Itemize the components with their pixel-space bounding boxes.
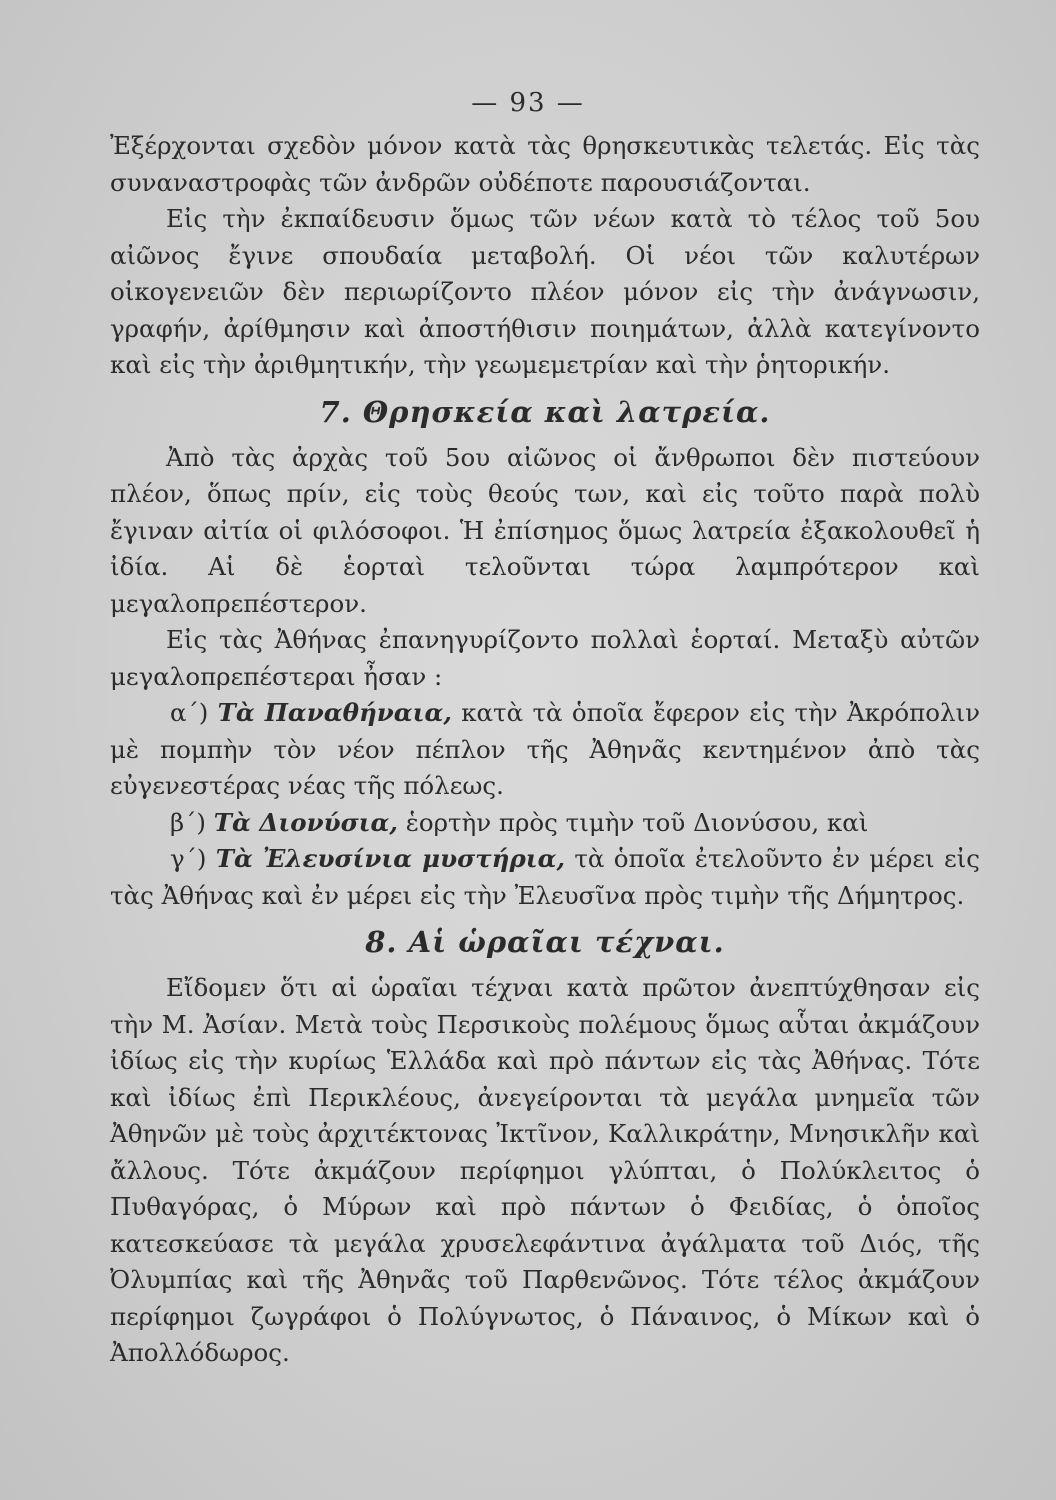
list-marker: β΄) bbox=[170, 807, 206, 837]
festival-description: ἑορτὴν πρὸς τιμὴν τοῦ Διονύσου, καὶ bbox=[405, 807, 869, 837]
list-marker: α΄) bbox=[170, 698, 209, 727]
section-heading-fine-arts: 8. Αἱ ὡραῖαι τέχναι. bbox=[365, 925, 725, 959]
paragraph-education: Εἰς τὴν ἐκπαίδευσιν ὅμως τῶν νέων κατὰ τὸ τέλος τοῦ 5ου αἰῶνος ἔγινε σπουδαία μεταβολή. Οἱ νέοι τῶν καλυτέρων οἰκογενειῶν δὲν περιωρίζοντο πλέον μόνον εἰς τὴν ἀνάγνωσιν, γραφήν, ἀρίθμησιν καὶ ἀποστήθισιν ποιημάτων, ἀλλὰ κατεγίνοντο καὶ εἰς τὴν ἀριθμητικήν, τὴν γεωμεμετρίαν καὶ τὴν ῥητορικήν. bbox=[110, 204, 980, 379]
list-item-panathenaia bbox=[110, 695, 980, 805]
paragraph-festivals-intro: Εἰς τὰς Ἀθήνας ἐπανηγυρίζοντο πολλαὶ ἑορταί. Μεταξὺ αὐτῶν μεγαλοπρεπέστεραι ἦσαν : bbox=[110, 625, 980, 691]
festival-name: Τὰ Παναθήναια, bbox=[217, 698, 452, 727]
festival-description: τὰ ὁποῖα ἐτελοῦντο ἐν μέρει εἰς τὰς Ἀθήνας καὶ ἐν μέρει εἰς τὴν Ἐλευσῖνα πρὸς τιμὴν τῆς Δήμητρος. bbox=[110, 844, 980, 910]
festival-description: κατὰ τὰ ὁποῖα ἔφερον εἰς τὴν Ἀκρόπολιν μὲ πομπὴν τὸν νέον πέπλον τῆς Ἀθηνᾶς κεντημένον ἀπὸ τὰς εὐγενεστέρας νέας τῆς πόλεως. bbox=[110, 698, 980, 800]
list-item-eleusinian-mysteries bbox=[110, 841, 980, 914]
paragraph-fine-arts: Εἴδομεν ὅτι αἱ ὡραῖαι τέχναι κατὰ πρῶτον ἀνεπτύχθησαν εἰς τὴν Μ. Ἀσίαν. Μετὰ τοὺς Περσικοὺς πολέμους ὅμως αὗται ἀκμάζουν ἰδίως εἰς τὴν κυρίως Ἑλλάδα καὶ πρὸ πάντων εἰς τὰς Ἀθήνας. Τότε καὶ ἰδίως ἐπὶ Περικλέους, ἀνεγείρονται τὰ μεγάλα μνημεῖα τῶν Ἀθηνῶν μὲ τοὺς ἀρχιτέκτονας Ἰκτῖνον, Καλλικράτην, Μνησικλῆν καὶ ἄλλους. Τότε ἀκμάζουν περίφημοι γλύπται, ὁ Πολύκλειτος ὁ Πυθαγόρας, ὁ Μύρων καὶ πρὸ πάντων ὁ Φειδίας, ὁ ὁποῖος κατεσκεύασε τὰ μεγάλα χρυσελεφάντινα ἀγάλματα τοῦ Διός, τῆς Ὀλυμπίας καὶ τῆς Ἀθηνᾶς τοῦ Παρθενῶνος. Τότε τέλος ἀκμάζουν περίφημοι ζωγράφοι ὁ Πολύγνωτος, ὁ Πάναινος, ὁ Μίκων καὶ ὁ Ἀπολλόδωρος. bbox=[110, 973, 980, 1367]
festival-name: Τὰ Ἐλευσίνια μυστήρια, bbox=[215, 844, 566, 873]
section-heading-religion: 7. Θρησκεία καὶ λατρεία. bbox=[319, 394, 771, 429]
paragraph-women-outings: Ἐξέρχονται σχεδὸν μόνον κατὰ τὰς θρησκευτικὰς τελετάς. Εἰς τὰς συναναστροφὰς τῶν ἀνδρῶν οὐδέποτε παρουσιάζονται. bbox=[110, 131, 980, 197]
festival-name: Τὰ Διονύσια, bbox=[213, 807, 398, 837]
list-item-dionysia bbox=[110, 805, 980, 842]
page-number: — 93 — bbox=[471, 88, 585, 118]
list-marker: γ΄) bbox=[170, 844, 207, 873]
paragraph-religion: Ἀπὸ τὰς ἀρχὰς τοῦ 5ου αἰῶνος οἱ ἄνθρωποι δὲν πιστεύουν πλέον, ὅπως πρίν, εἰς τοὺς θεούς των, καὶ εἰς τοῦτο παρὰ πολὺ ἔγιναν αἰτία οἱ φιλόσοφοι. Ἡ ἐπίσημος ὅμως λατρεία ἐξακολουθεῖ ἡ ἰδία. Αἱ δὲ ἑορταὶ τελοῦνται τώρα λαμπρότερον καὶ μεγαλοπρεπέστερον. bbox=[110, 442, 980, 618]
page-body bbox=[110, 128, 980, 1372]
